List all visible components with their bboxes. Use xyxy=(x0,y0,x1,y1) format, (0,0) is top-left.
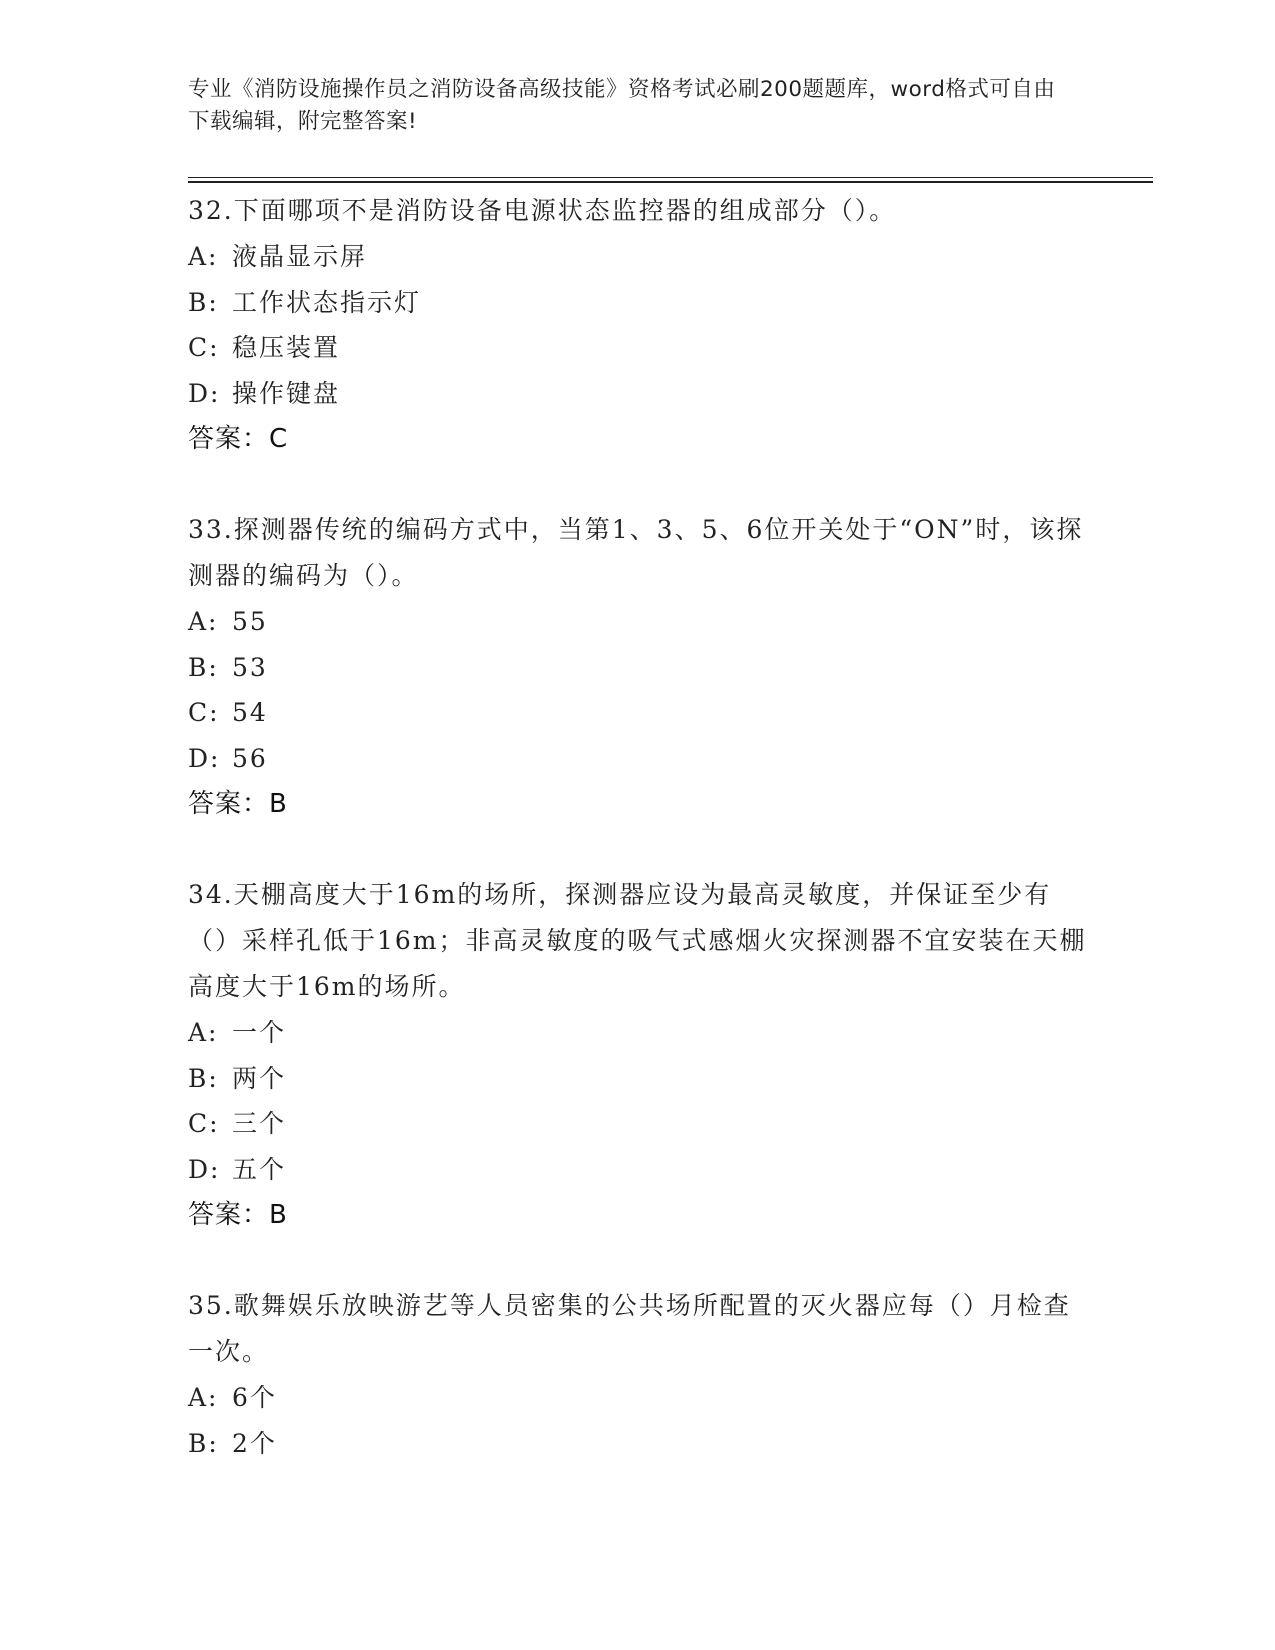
answer-line xyxy=(188,781,1088,827)
option-key: B: xyxy=(188,1428,219,1458)
option-text: 三个 xyxy=(232,1109,287,1138)
option-d xyxy=(188,1147,1088,1193)
question-35 xyxy=(188,1283,1088,1466)
option-key: B: xyxy=(188,652,219,682)
option-b xyxy=(188,1056,1088,1102)
option-text: 56 xyxy=(232,743,268,773)
option-c xyxy=(188,1101,1088,1147)
option-text: 液晶显示屏 xyxy=(232,242,368,271)
option-key: D: xyxy=(188,743,221,773)
answer-label: 答案： xyxy=(188,1200,270,1230)
header-divider-thin xyxy=(188,177,1153,178)
option-key: A: xyxy=(188,1383,219,1412)
option-key: A: xyxy=(188,1018,219,1047)
option-key: D: xyxy=(188,1154,221,1184)
option-key: A: xyxy=(188,607,219,636)
option-text: 稳压装置 xyxy=(232,333,341,362)
option-a xyxy=(188,1010,1088,1056)
option-a xyxy=(188,234,1088,280)
option-text: 操作键盘 xyxy=(232,378,341,408)
document-header: 专业《消防设施操作员之消防设备高级技能》资格考试必刷200题题库，word格式可自由下载编辑，附完整答案! xyxy=(188,77,1056,134)
option-d xyxy=(188,371,1088,417)
answer-label: 答案： xyxy=(188,424,270,454)
answer-label: 答案： xyxy=(188,789,270,819)
option-text: 五个 xyxy=(232,1154,287,1184)
option-text: 2个 xyxy=(232,1428,277,1458)
answer-line xyxy=(188,1192,1088,1238)
option-key: A: xyxy=(188,242,219,271)
question-stem: 33.探测器传统的编码方式中，当第1、3、5、6位开关处于“ON”时，该探测器的编码为（）。 xyxy=(188,515,1084,590)
question-33 xyxy=(188,507,1088,827)
option-text: 54 xyxy=(232,698,268,727)
header-divider-thick xyxy=(188,181,1153,183)
question-stem: 35.歌舞娱乐放映游艺等人员密集的公共场所配置的灭火器应每（）月检查一次。 xyxy=(188,1291,1071,1366)
option-text: 53 xyxy=(232,652,268,682)
option-b xyxy=(188,645,1088,691)
option-key: B: xyxy=(188,287,219,317)
option-text: 6个 xyxy=(232,1383,277,1412)
option-key: B: xyxy=(188,1063,219,1093)
option-a xyxy=(188,599,1088,645)
option-c xyxy=(188,325,1088,371)
answer-line xyxy=(188,416,1088,462)
option-text: 工作状态指示灯 xyxy=(232,287,422,317)
answer-value: B xyxy=(269,1200,288,1230)
option-key: C: xyxy=(188,333,220,362)
option-key: D: xyxy=(188,378,221,408)
option-key: C: xyxy=(188,698,220,727)
option-text: 两个 xyxy=(232,1063,287,1093)
answer-value: C xyxy=(269,424,289,454)
question-list xyxy=(188,188,1088,1511)
option-text: 55 xyxy=(232,607,268,636)
option-a xyxy=(188,1375,1088,1421)
option-c xyxy=(188,690,1088,736)
question-stem: 34.天棚高度大于16m的场所，探测器应设为最高灵敏度，并保证至少有（）采样孔低于16m；非高灵敏度的吸气式感烟火灾探测器不宜安装在天棚高度大于16m的场所。 xyxy=(188,880,1087,1001)
question-34 xyxy=(188,872,1088,1238)
option-text: 一个 xyxy=(232,1018,287,1047)
question-stem: 32.下面哪项不是消防设备电源状态监控器的组成部分（）。 xyxy=(188,196,897,225)
option-d xyxy=(188,736,1088,782)
option-b xyxy=(188,280,1088,326)
option-key: C: xyxy=(188,1109,220,1138)
answer-value: B xyxy=(269,789,288,819)
question-32 xyxy=(188,188,1088,462)
option-b xyxy=(188,1421,1088,1467)
